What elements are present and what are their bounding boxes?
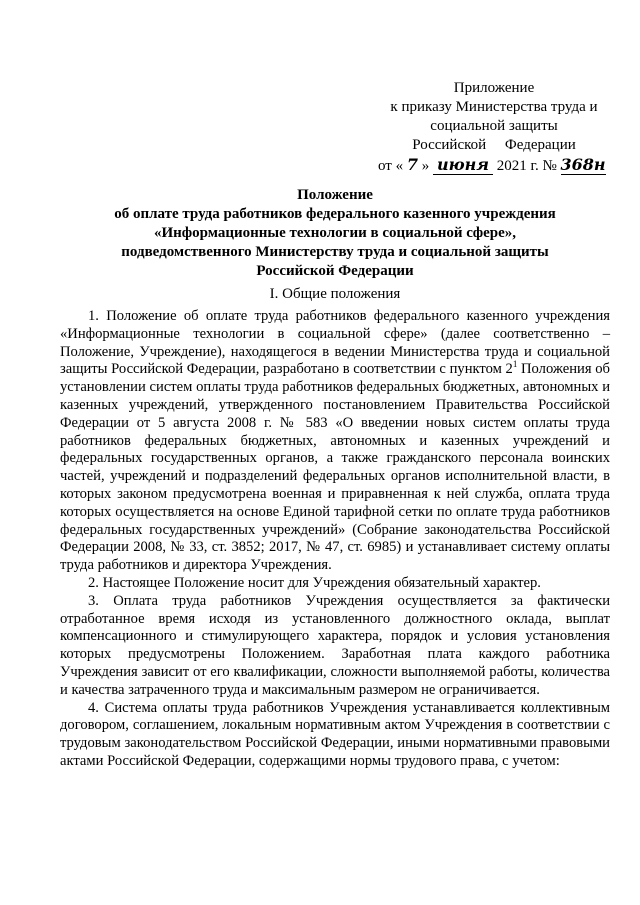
paragraph-3: 3. Оплата труда работников Учреждения осуществляется за фактически отработанное время исходя из установленного должностного оклада, выплат компенсационного и стимулирующего характера, порядок и условия установления которых предусмотрены Положением. Заработная плата каждого работника Учреждения зависит от его квалификации, сложности выполняемой работы, количества и качества затраченного труда и максимальным размером не ограничивается. <box>60 592 610 698</box>
title-line-1: Положение <box>297 187 373 203</box>
header-line-2: к приказу Министерства труда и <box>390 99 598 115</box>
header-line-3: социальной защиты <box>430 118 558 134</box>
title-line-4: подведомственного Министерству труда и социальной защиты <box>121 244 549 260</box>
order-day: 7 <box>406 155 418 174</box>
date-prefix: от « <box>378 158 404 174</box>
order-number: 368н <box>560 155 606 174</box>
paragraph-1 <box>60 308 610 575</box>
document-body <box>60 308 610 771</box>
date-mid: » <box>421 158 430 174</box>
title-line-2: об оплате труда работников федерального казенного учреждения <box>114 206 556 222</box>
paragraph-4: 4. Система оплаты труда работников Учреждения устанавливается коллективным договором, соглашением, локальным нормативным актом Учреждения в соответствии с трудовым законодательством Российской Федерации, иными нормативными правовыми актами Российской Федерации, содержащими нормы трудового права, с учетом: <box>60 699 610 769</box>
order-month: июня <box>433 155 493 175</box>
title-line-5: Российской Федерации <box>256 263 414 279</box>
header-line-4 <box>376 136 612 155</box>
document-title <box>60 186 610 281</box>
paragraph-1-part-b: Положения об установлении систем оплаты труда работников федеральных бюджетных, автономных и казенных учреждений, утвержденного постановлением Правительства Российской Федерации от 5 августа 2008 г. № 583 «О введении новых систем оплаты труда работников федеральных бюджетных, автономных и казенных учреждений и федеральных государственных органов, а также гражданского персонала воинских частей, учреждений и подразделений федеральных органов исполнительной власти, в которых законом предусмотрена военная и приравненная к ней служба, оплата труда которых осуществляется на основе Единой тарифной сетки по оплате труда работников федеральных государственных учреждений» (Собрание законодательства Российской Федерации 2008, № 33, ст. 3852; 2017, № 47, ст. 6985) и устанавливает систему оплаты труда работников и директора Учреждения. <box>60 361 610 574</box>
approval-header <box>376 79 612 176</box>
footnote-marker: 1 <box>512 359 518 370</box>
order-date-line <box>376 155 612 176</box>
title-line-3: «Информационные технологии в социальной сфере», <box>153 225 517 241</box>
header-line-4b: Федерации <box>504 137 576 153</box>
paragraph-2: 2. Настоящее Положение носит для Учреждения обязательный характер. <box>88 574 541 591</box>
section-heading: I. Общие положения <box>269 286 401 302</box>
order-year: 2021 г. № <box>496 158 557 174</box>
header-line-1: Приложение <box>453 80 535 96</box>
paragraph-1-part-a: 1. Положение об оплате труда работников федерального казенного учреждения «Информационные технологии в социальной сфере» (далее соответственно – Положение, Учреждение), находящегося в ведении Министерства труда и социальной защиты Российской Федерации, разработано в соответствии с пунктом 2 <box>60 308 610 378</box>
header-line-4a: Российской <box>412 137 487 153</box>
